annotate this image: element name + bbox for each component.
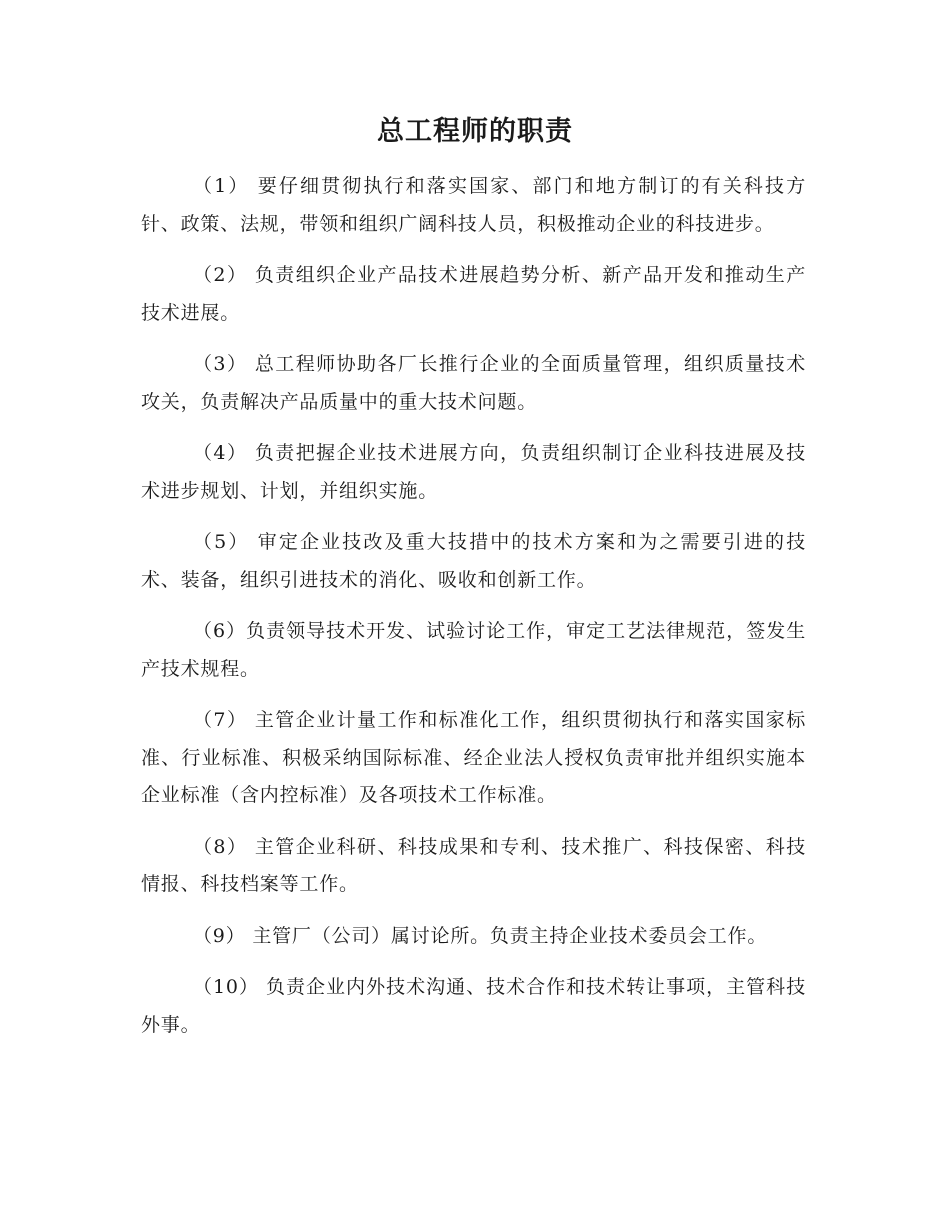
paragraph-5: （5） 审定企业技改及重大技措中的技术方案和为之需要引进的技术、装备，组织引进技术的消化、吸收和创新工作。 [141, 531, 806, 591]
document-body [141, 168, 806, 1058]
paragraph-8: （8） 主管企业科研、科技成果和专利、技术推广、科技保密、科技情报、科技档案等工作。 [141, 835, 806, 895]
document-title: 总工程师的职责 [377, 116, 573, 147]
paragraph-6: （6）负责领导技术开发、试验讨论工作，审定工艺法律规范，签发生产技术规程。 [141, 620, 806, 680]
paragraph-4: （4） 负责把握企业技术进展方向，负责组织制订企业科技进展及技术进步规划、计划，并组织实施。 [141, 442, 806, 502]
paragraph-2: （2） 负责组织企业产品技术进展趋势分析、新产品开发和推动生产技术进展。 [141, 264, 806, 324]
paragraph-10: （10） 负责企业内外技术沟通、技术合作和技术转让事项，主管科技外事。 [141, 976, 806, 1036]
paragraph-3: （3） 总工程师协助各厂长推行企业的全面质量管理，组织质量技术攻关，负责解决产品质量中的重大技术问题。 [141, 353, 806, 413]
paragraph-1: （1） 要仔细贯彻执行和落实国家、部门和地方制订的有关科技方针、政策、法规，带领和组织广阔科技人员，积极推动企业的科技进步。 [141, 175, 806, 235]
paragraph-7: （7） 主管企业计量工作和标准化工作，组织贯彻执行和落实国家标准、行业标准、积极采纳国际标准、经企业法人授权负责审批并组织实施本企业标准（含内控标准）及各项技术工作标准。 [141, 709, 806, 806]
paragraph-9: （9） 主管厂（公司）属讨论所。负责主持企业技术委员会工作。 [193, 924, 768, 947]
